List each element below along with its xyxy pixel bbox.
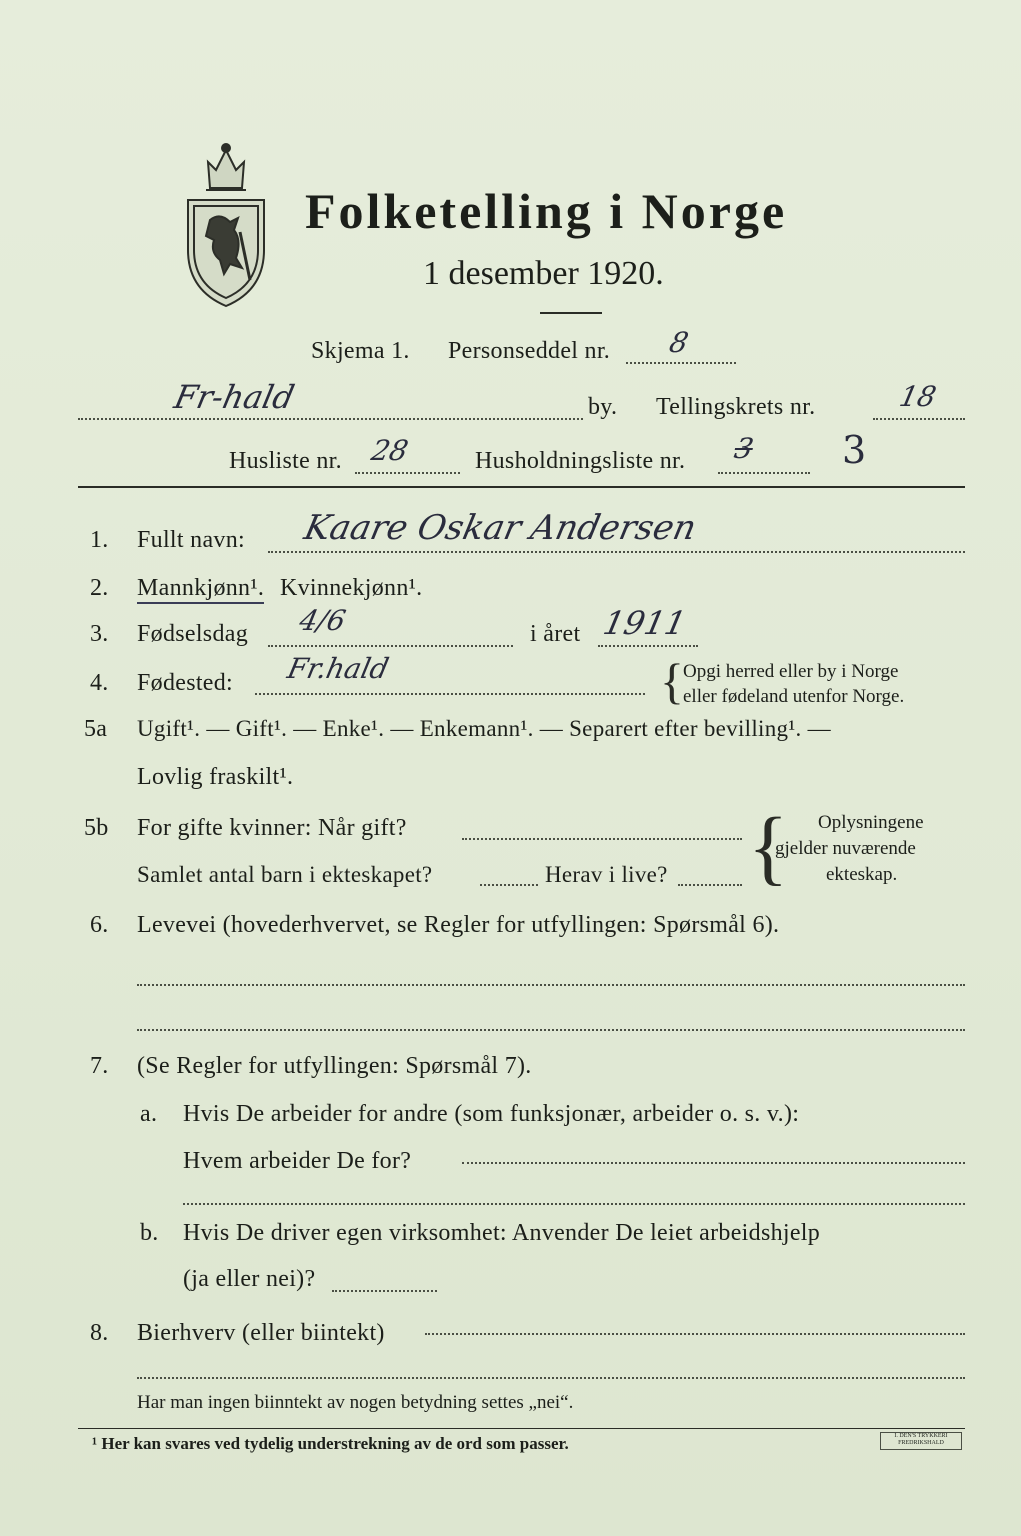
full-name-value: Kaare Oskar Andersen bbox=[300, 508, 700, 548]
employer-field-1[interactable] bbox=[462, 1162, 965, 1164]
birth-year-label: i året bbox=[530, 621, 581, 647]
form-title: Folketelling i Norge bbox=[305, 183, 788, 239]
hired-help-label: (ja eller nei)? bbox=[183, 1266, 316, 1292]
q1-label: Fullt navn: bbox=[137, 527, 245, 553]
q7a-line1: Hvis De arbeider for andre (som funksjonær, arbeider o. s. v.): bbox=[183, 1101, 800, 1127]
q7b-letter: b. bbox=[140, 1220, 159, 1246]
gender-female-option[interactable]: Kvinnekjønn¹. bbox=[280, 575, 423, 601]
married-when-field[interactable] bbox=[462, 838, 742, 840]
marriage-note-2: gjelder nuværende bbox=[775, 838, 916, 859]
q2-number: 2. bbox=[90, 575, 109, 601]
hired-help-field[interactable] bbox=[332, 1290, 437, 1292]
marriage-brace: { bbox=[748, 801, 789, 894]
personseddel-label: Personseddel nr. bbox=[448, 338, 611, 364]
city-field[interactable] bbox=[78, 418, 583, 420]
employer-field-2[interactable] bbox=[183, 1203, 965, 1205]
census-date: 1 desember 1920. bbox=[423, 255, 664, 292]
occupation-label: Levevei (hovederhvervet, se Regler for utfyllingen: Spørsmål 6). bbox=[137, 912, 780, 938]
q4-number: 4. bbox=[90, 670, 109, 696]
title-divider bbox=[540, 312, 602, 314]
q7-label: (Se Regler for utfyllingen: Spørsmål 7). bbox=[137, 1053, 532, 1079]
q4-label: Fødested: bbox=[137, 670, 234, 696]
schema-label: Skjema 1. bbox=[311, 338, 410, 364]
tellingskrets-field[interactable] bbox=[873, 418, 965, 420]
tellingskrets-value: 18 bbox=[896, 380, 940, 413]
q7b-line1: Hvis De driver egen virksomhet: Anvender De leiet arbeidshjelp bbox=[183, 1220, 821, 1246]
side-income-label: Bierhverv (eller biintekt) bbox=[137, 1320, 385, 1346]
q1-number: 1. bbox=[90, 527, 109, 553]
husholdningsliste-value: 3 bbox=[731, 432, 757, 465]
q6-number: 6. bbox=[90, 912, 109, 938]
q5a-number: 5a bbox=[84, 716, 108, 742]
married-when-label: For gifte kvinner: Når gift? bbox=[137, 815, 407, 841]
marriage-note-1: Oplysningene bbox=[818, 812, 924, 833]
birthplace-brace: { bbox=[660, 653, 684, 709]
personseddel-field[interactable] bbox=[626, 362, 736, 364]
children-alive-field[interactable] bbox=[678, 884, 742, 886]
side-income-field-2[interactable] bbox=[137, 1377, 965, 1379]
children-alive-label: Herav i live? bbox=[545, 862, 668, 887]
footnote: ¹ Her kan svares ved tydelig understrekning av de ord som passer. bbox=[92, 1434, 569, 1453]
birth-year-value: 1911 bbox=[599, 604, 690, 642]
husholdningsliste-field[interactable] bbox=[718, 472, 810, 474]
q7-number: 7. bbox=[90, 1053, 109, 1079]
birth-year-field[interactable] bbox=[598, 645, 698, 647]
occupation-field-2[interactable] bbox=[137, 1029, 965, 1031]
children-total-field[interactable] bbox=[480, 884, 538, 886]
birthplace-field[interactable] bbox=[255, 693, 645, 695]
husholdningsliste-correction: 3 bbox=[842, 428, 867, 472]
birth-date-value: 4/6 bbox=[296, 604, 349, 637]
gender-male-option[interactable]: Mannkjønn¹. bbox=[137, 575, 264, 604]
husholdningsliste-label: Husholdningsliste nr. bbox=[475, 448, 686, 474]
employer-label: Hvem arbeider De for? bbox=[183, 1148, 412, 1174]
coat-of-arms-icon bbox=[180, 140, 272, 310]
q3-label: Fødselsdag bbox=[137, 621, 248, 647]
birthplace-note-2: eller fødeland utenfor Norge. bbox=[683, 686, 905, 707]
birthplace-value: Fr.hald bbox=[284, 652, 392, 685]
q7a-letter: a. bbox=[140, 1101, 158, 1127]
full-name-field[interactable] bbox=[268, 551, 965, 553]
footnote-divider bbox=[78, 1428, 965, 1429]
printer-stamp: I. DEN'S TRYKKERI FREDRIKSHALD bbox=[880, 1432, 962, 1450]
marriage-note-3: ekteskap. bbox=[826, 864, 898, 885]
marital-status-divorced[interactable]: Lovlig fraskilt¹. bbox=[137, 764, 294, 790]
occupation-field-1[interactable] bbox=[137, 984, 965, 986]
children-total-label: Samlet antal barn i ekteskapet? bbox=[137, 862, 433, 887]
side-income-field-1[interactable] bbox=[425, 1333, 965, 1335]
side-income-note: Har man ingen biinntekt av nogen betydning settes „nei“. bbox=[137, 1392, 574, 1413]
husliste-field[interactable] bbox=[355, 472, 460, 474]
header-separator bbox=[78, 486, 965, 488]
tellingskrets-label: Tellingskrets nr. bbox=[656, 394, 816, 420]
birth-date-field[interactable] bbox=[268, 645, 513, 647]
q8-number: 8. bbox=[90, 1320, 109, 1346]
q5b-number: 5b bbox=[84, 815, 109, 841]
husliste-label: Husliste nr. bbox=[229, 448, 342, 474]
city-value: Fr-hald bbox=[170, 378, 298, 416]
husliste-value: 28 bbox=[368, 434, 412, 467]
by-label: by. bbox=[588, 394, 618, 420]
q3-number: 3. bbox=[90, 621, 109, 647]
personseddel-value: 8 bbox=[666, 326, 692, 359]
birthplace-note-1: Opgi herred eller by i Norge bbox=[683, 661, 899, 682]
marital-status-options[interactable]: Ugift¹. — Gift¹. — Enke¹. — Enkemann¹. — Separert efter bevilling¹. — bbox=[137, 716, 831, 741]
